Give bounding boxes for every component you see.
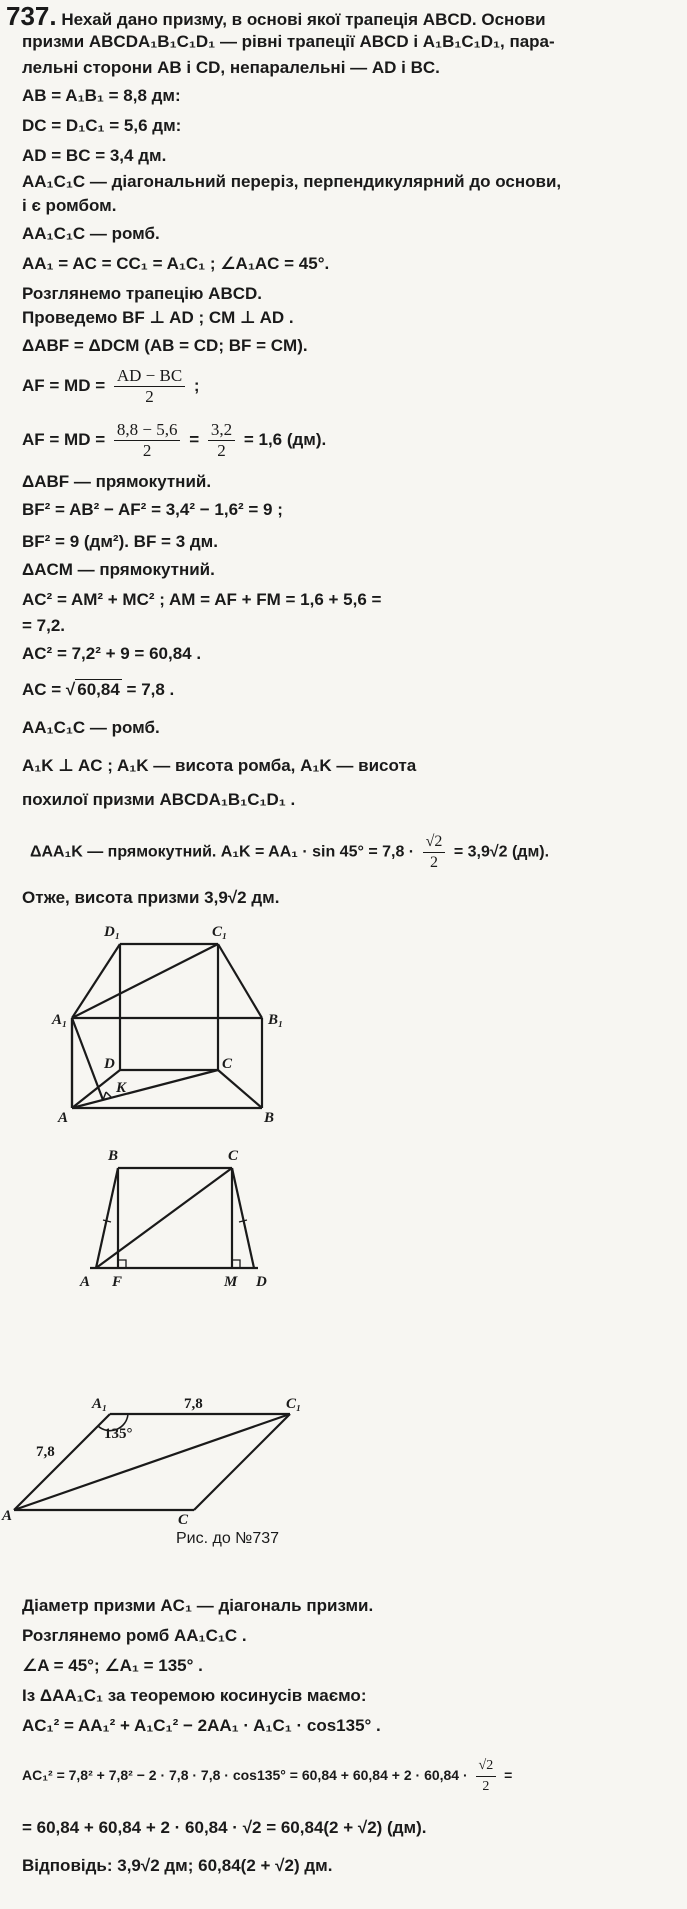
problem-line-5: DC = D₁C₁ = 5,6 дм:: [22, 116, 182, 135]
label-c: C: [222, 1056, 233, 1072]
problem-line-15: AF = MD = $\frac{8,8 - 5,6}{2}$ = $\frac{3,2}{2}$ = 1,6 (дм).: [22, 420, 327, 460]
problem-line-27: ΔAA₁K — прямокутний. A₁K = AA₁ · sin 45° = 7,8 · $\frac{√2}{2}$ = 3,9√2 (дм).: [30, 833, 550, 871]
solution-line-3: ∠A = 45°; ∠A₁ = 135° .: [22, 1656, 203, 1675]
rhombus-figure: [0, 1384, 687, 1524]
rhombus-label-c: C: [178, 1512, 189, 1524]
problem-line-26: похилої призми ABCDA₁B₁C₁D₁ .: [22, 790, 296, 809]
fraction-root2-over-2-b: $\frac{√2}{2}$: [476, 1756, 497, 1797]
problem-line-14: AF = MD = $\frac{AD - BC}{2}$ ;: [22, 366, 200, 406]
right-angle-f: [118, 1260, 126, 1268]
edge-cb: [218, 1070, 262, 1108]
rhombus-side-top: 7,8: [184, 1396, 203, 1412]
answer-line: Відповідь: 3,9√2 дм; 60,84(2 + √2) дм.: [22, 1856, 333, 1875]
fraction-root2-over-2: $\frac{√2}{2}$: [423, 832, 446, 873]
problem-line-1: 737. Нехай дано призму, в основі якої трапеція ABCD. Основи: [6, 1, 546, 31]
problem-line-6: AD = BC = 3,4 дм.: [22, 146, 167, 165]
right-angle-k2: [106, 1092, 112, 1098]
problem-line-17: BF² = AB² − AF² = 3,4² − 1,6² = 9 ;: [22, 500, 283, 519]
trap-label-f: F: [112, 1274, 123, 1290]
problem-line-20: AC² = AM² + MC² ; AM = AF + FM = 1,6 + 5,6 =: [22, 590, 382, 609]
rhombus-c1c: [194, 1414, 290, 1510]
rhombus-label-a: A: [2, 1508, 13, 1524]
problem-line-12: Проведемо BF ⊥ AD ; CM ⊥ AD .: [22, 308, 294, 327]
problem-number: 737.: [6, 1, 57, 31]
problem-line-23: AC = √ 60,84 = 7,8 .: [22, 680, 175, 699]
trap-label-m: M: [224, 1274, 238, 1290]
fraction-ad-bc: $\frac{AD - BC}{2}$: [114, 366, 185, 407]
label-a1: A₁: [52, 1012, 68, 1028]
problem-line-9: AA₁C₁C — ромб.: [22, 224, 160, 243]
trap-label-b: B: [108, 1148, 119, 1164]
height-a1k: [72, 1018, 103, 1100]
problem-line-25: A₁K ⊥ AC ; A₁K — висота ромба, A₁K — висота: [22, 756, 417, 775]
trap-ac: [96, 1168, 232, 1268]
label-b1: B₁: [268, 1012, 284, 1028]
solution-line-5: AC₁² = AA₁² + A₁C₁² − 2AA₁ · A₁C₁ · cos135° .: [22, 1716, 381, 1735]
solution-line-1: Діаметр призми AC₁ — діагональ призми.: [22, 1596, 374, 1615]
prism-figure: [0, 912, 687, 1132]
label-c1: C₁: [212, 924, 228, 940]
edge-c1b1: [218, 944, 262, 1018]
problem-line-18: BF² = 9 (дм²). BF = 3 дм.: [22, 532, 218, 551]
problem-line-2: призми ABCDA₁B₁C₁D₁ — рівні трапеції ABCD і A₁B₁C₁D₁, пара-: [22, 32, 555, 51]
fraction-3-2: $\frac{3,2}{2}$: [208, 420, 235, 461]
label-d: D: [104, 1056, 115, 1072]
right-angle-m: [232, 1260, 240, 1268]
edge-a1c1: [72, 944, 218, 1018]
solution-line-2: Розглянемо ромб AA₁C₁C .: [22, 1626, 247, 1645]
problem-line-22: AC² = 7,2² + 9 = 60,84 .: [22, 644, 202, 663]
label-b: B: [264, 1110, 275, 1126]
problem-line-11: Розглянемо трапецію ABCD.: [22, 284, 262, 303]
problem-line-4: AB = A₁B₁ = 8,8 дм:: [22, 86, 181, 105]
problem-line-8: і є ромбом.: [22, 196, 117, 215]
solution-line-6: AC₁² = 7,8² + 7,8² − 2 · 7,8 · 7,8 · cos135° = 60,84 + 60,84 + 2 · 60,84 · $\frac{√2}{2}$ =: [22, 1756, 512, 1797]
label-d1: D₁: [104, 924, 121, 940]
fraction-8-8-5-6: $\frac{8,8 - 5,6}{2}$: [114, 420, 181, 461]
problem-line-10: AA₁ = AC = CC₁ = A₁C₁ ; ∠A₁AC = 45°.: [22, 254, 330, 273]
problem-line-21: = 7,2.: [22, 616, 66, 635]
rhombus-ac1: [14, 1414, 290, 1510]
trap-label-c: C: [228, 1148, 239, 1164]
trapezoid-figure: [0, 1144, 687, 1294]
label-a: A: [58, 1110, 69, 1126]
problem-line-28: Отже, висота призми 3,9√2 дм.: [22, 888, 280, 907]
problem-line-3: лельні сторони AB і CD, непаралельні — AD і BC.: [22, 58, 440, 77]
rhombus-side-left: 7,8: [36, 1444, 55, 1460]
problem-line-13: ΔABF = ΔDCM (AB = CD; BF = CM).: [22, 336, 308, 355]
trap-label-a: A: [80, 1274, 91, 1290]
trap-label-d: D: [256, 1274, 267, 1290]
problem-line-19: ΔACM — прямокутний.: [22, 560, 215, 579]
figure-caption: Рис. до №737: [176, 1530, 280, 1547]
rhombus-angle: 135°: [104, 1426, 133, 1442]
trap-cd: [232, 1168, 254, 1268]
rhombus-aa1: [14, 1414, 110, 1510]
problem-line-16: ΔABF — прямокутний.: [22, 472, 212, 491]
problem-line-24: AA₁C₁C — ромб.: [22, 718, 160, 737]
label-k: K: [116, 1080, 127, 1096]
solution-line-7: = 60,84 + 60,84 + 2 · 60,84 · √2 = 60,84(2 + √2) (дм).: [22, 1818, 427, 1837]
rhombus-label-a1: A₁: [92, 1396, 108, 1412]
solution-line-4: Із ΔAA₁C₁ за теоремою косинусів маємо:: [22, 1686, 367, 1705]
rhombus-label-c1: C₁: [286, 1396, 302, 1412]
problem-line-7: AA₁C₁C — діагональний переріз, перпендикулярний до основи,: [22, 172, 562, 191]
